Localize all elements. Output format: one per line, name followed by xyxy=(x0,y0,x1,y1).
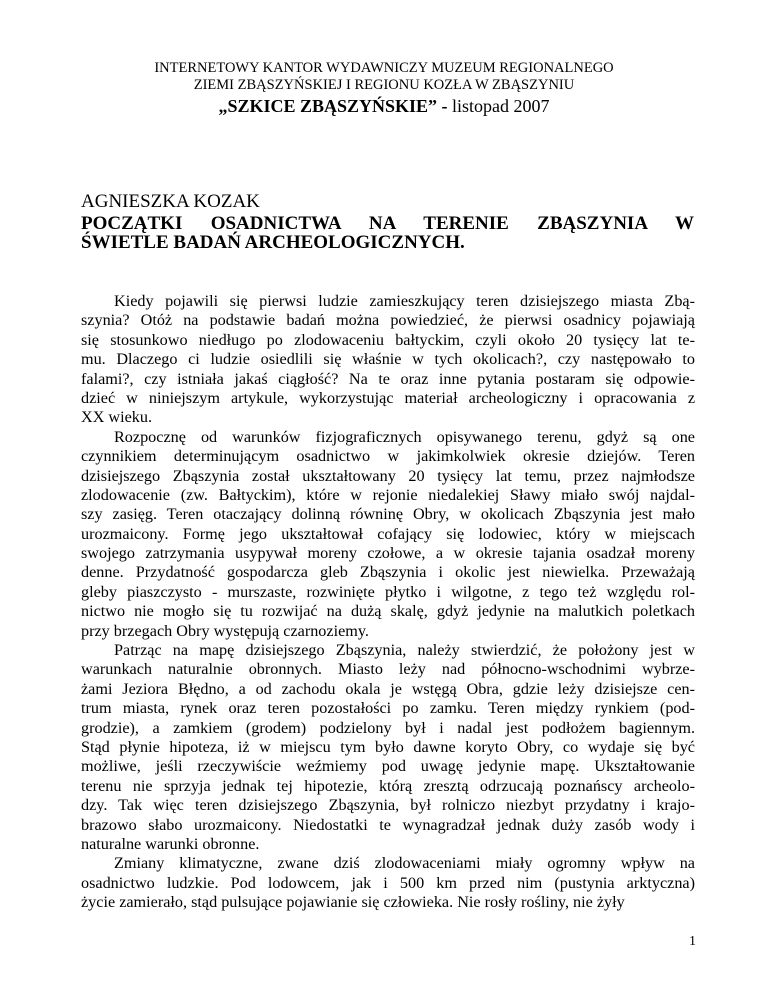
paragraph-line: trum miasta, rynek oraz teren pozostałości po zamku. Teren między rynkiem (pod- xyxy=(81,699,695,718)
paragraph-line: falami?, czy istniała jakaś ciągłość? Na te oraz inne pytania postaram się odpowie- xyxy=(81,369,695,388)
paragraph xyxy=(81,641,695,854)
paragraph-line: dzieć w niniejszym artykule, wykorzystując materiał archeologiczny i opracowania z xyxy=(81,388,695,407)
paragraph-line: warunkach naturalnie obronnych. Miasto leży nad północno-wschodnimi wybrze- xyxy=(81,660,695,679)
paragraph-line: dzisiejszego Zbąszynia został ukształtowany 20 tysięcy lat temu, przez najmłodsze xyxy=(81,466,695,485)
paragraph-line: Rozpocznę od warunków fizjograficznych opisywanego terenu, gdyż są one xyxy=(114,427,695,446)
paragraph-line: możliwe, jeśli rzeczywiście weźmiemy pod uwagę jedynie mapę. Ukształtowanie xyxy=(81,757,695,776)
paragraph-line: Kiedy pojawili się pierwsi ludzie zamieszkujący teren dzisiejszego miasta Zbą- xyxy=(114,292,695,310)
paragraph-line: grodzie), a zamkiem (grodem) podzielony był i nadal jest podłożem bagiennym. xyxy=(81,718,695,737)
document-header xyxy=(0,60,768,117)
publisher-line-2: ZIEMI ZBĄSZYŃSKIEJ I REGIONU KOZŁA W ZBĄSZYNIU xyxy=(193,77,575,93)
paragraph-line: naturalne warunki obronne. xyxy=(81,834,260,853)
paragraph-line: nictwo nie mogło się tu rozwijać na dużą skalę, gdyż jedynie na malutkich poletkach xyxy=(81,602,695,621)
paragraph-line: dzy. Tak więc teren dzisiejszego Zbąszynia, był rolniczo niezbyt przydatny i krajo- xyxy=(81,796,695,815)
paragraph xyxy=(81,854,695,912)
paragraph-line: się stosunkowo niedługo po zlodowaceniu bałtyckim, czyli około 20 tysięcy lat te- xyxy=(81,330,695,349)
paragraph-line: szy zasięg. Teren otaczający dolinną równinę Obry, w okolicach Zbąszynia jest mało xyxy=(81,505,695,524)
paragraph-line: zlodowacenie (zw. Bałtyckim), które w rejonie niedalekiej Sławy miało swój najdal- xyxy=(81,485,695,504)
paragraph-line: Patrząc na mapę dzisiejszego Zbąszynia, należy stwierdzić, że położony jest w xyxy=(114,641,695,660)
article-author: AGNIESZKA KOZAK xyxy=(81,191,260,212)
page-number: 1 xyxy=(689,934,696,949)
series-title: „SZKICE ZBĄSZYŃSKIE” xyxy=(218,96,438,116)
paragraph-line: żami Jeziora Błędno, a od zachodu okala je wstęgą Obra, gdzie leży dzisiejsze cen- xyxy=(81,679,695,698)
article-title xyxy=(81,213,694,254)
paragraph-line: Stąd płynie hipoteza, iż w miejscu tym było dawne koryto Obry, co wydaje się być xyxy=(81,737,695,756)
paragraph-line: urozmaicony. Formę jego ukształtował cofający się lodowiec, który w miejscach xyxy=(81,524,695,543)
article-body xyxy=(81,292,695,913)
paragraph-line: przy brzegach Obry występują czarnoziemy. xyxy=(81,621,369,640)
paragraph-line: szynia? Otóż na podstawie badań można powiedzieć, że pierwsi osadnicy pojawiają xyxy=(81,311,695,330)
paragraph-line: XX wieku. xyxy=(81,408,153,427)
paragraph-line: denne. Przydatność gospodarcza gleb Zbąszynia i okolic jest niewielka. Przeważają xyxy=(81,563,695,582)
paragraph-line: terenu nie sprzyja jednak tej hipotezie, którą zresztą odrzucają poznańscy archeolo- xyxy=(81,776,695,795)
paragraph-line: Zmiany klimatyczne, zwane dziś zlodowaceniami miały ogromny wpływ na xyxy=(114,854,695,873)
publisher-line-1: INTERNETOWY KANTOR WYDAWNICZY MUZEUM REGIONALNEGO xyxy=(154,60,614,76)
article-title-line-1: POCZĄTKI OSADNICTWA NA TERENIE ZBĄSZYNIA W xyxy=(81,213,694,234)
paragraph-line: czynnikiem determinującym osadnictwo w jakimkolwiek okresie dziejów. Teren xyxy=(81,447,695,466)
paragraph xyxy=(81,428,695,641)
paragraph xyxy=(81,292,695,428)
paragraph-line: życie zamierało, stąd pulsujące pojawianie się człowieka. Nie rosły rośliny, nie żyły xyxy=(81,893,625,912)
series-date: listopad 2007 xyxy=(447,96,550,116)
article-title-line-2: ŚWIETLE BADAŃ ARCHEOLOGICZNYCH. xyxy=(81,232,465,254)
series-issue-line xyxy=(0,95,768,117)
series-date-dash: - xyxy=(437,96,448,116)
paragraph-line: swojego zatrzymania usypywał moreny czołowe, a w okresie tajania osadzał moreny xyxy=(81,544,695,563)
paragraph-line: mu. Dlaczego ci ludzie osiedlili się właśnie w tych okolicach?, czy następowało to xyxy=(81,350,695,369)
paragraph-line: brazowo słabo urozmaicony. Niedostatki te wynagradzał jednak duży zasób wody i xyxy=(81,815,695,834)
paragraph-line: osadnictwo ludzkie. Pod lodowcem, jak i 500 km przed nim (pustynia arktyczna) xyxy=(81,873,695,892)
paragraph-line: gleby piaszczysto - murszaste, rozwinięte płytko i wilgotne, z tego też względu rol- xyxy=(81,582,695,601)
